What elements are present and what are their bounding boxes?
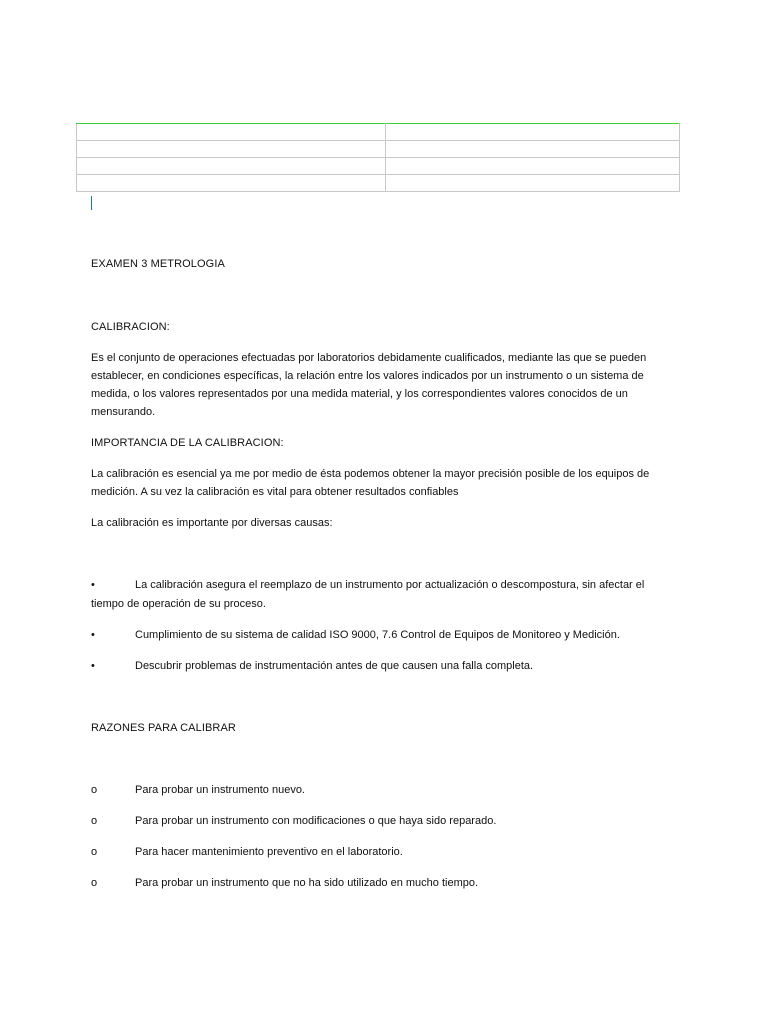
- list-item: [91, 843, 681, 861]
- list-item: [91, 576, 681, 594]
- list-item-text: Para probar un instrumento nuevo.: [135, 784, 305, 796]
- bullet-icon: o: [91, 815, 98, 827]
- document-title: EXAMEN 3 METROLOGIA: [91, 258, 225, 270]
- list-item: [91, 781, 681, 799]
- causas-intro: La calibración es importante por diversas causas:: [91, 517, 333, 529]
- calibracion-heading: CALIBRACION:: [91, 321, 170, 333]
- list-item-text: La calibración asegura el reemplazo de un instrumento por actualización o descompostura, sin afectar el: [135, 579, 645, 591]
- table-row: [77, 124, 680, 141]
- list-item-continuation: tiempo de operación de su proceso.: [91, 598, 266, 610]
- empty-header-table: [76, 123, 680, 192]
- bullet-icon: o: [91, 846, 98, 858]
- list-item-text: Para hacer mantenimiento preventivo en el laboratorio.: [135, 846, 403, 858]
- table-cell[interactable]: [386, 158, 680, 175]
- list-item: [91, 626, 681, 644]
- bullet-icon: o: [91, 784, 98, 796]
- importancia-paragraph: La calibración es esencial ya me por medio de ésta podemos obtener la mayor precisión posible de los equipos de medición. A su vez la calibración es vital para obtener resultados confiables: [91, 468, 650, 498]
- table-row: [77, 141, 680, 158]
- bullet-icon: •: [91, 660, 95, 672]
- razones-heading: RAZONES PARA CALIBRAR: [91, 722, 236, 734]
- table-cell[interactable]: [77, 141, 386, 158]
- table-cell[interactable]: [77, 124, 386, 141]
- calibracion-paragraph: Es el conjunto de operaciones efectuadas por laboratorios debidamente cualificados, mediante las que se pueden establecer, en condiciones específicas, la relación entre los valores indicados por un instrumento o un sistema de medida, o los valores representados por una medida material, y los correspondientes valores conocidos de un mensurando.: [91, 352, 647, 418]
- list-item: [91, 657, 681, 675]
- table-cell[interactable]: [386, 141, 680, 158]
- bullet-icon: •: [91, 579, 95, 591]
- list-item-text: Cumplimiento de su sistema de calidad ISO 9000, 7.6 Control de Equipos de Monitoreo y Medición.: [135, 629, 620, 641]
- table-row: [77, 158, 680, 175]
- table-row: [77, 175, 680, 192]
- table-cell[interactable]: [386, 175, 680, 192]
- list-item: [91, 812, 681, 830]
- table-cell[interactable]: [77, 175, 386, 192]
- list-item-text: Para probar un instrumento con modificaciones o que haya sido reparado.: [135, 815, 497, 827]
- bullet-icon: o: [91, 877, 98, 889]
- list-item-text: Descubrir problemas de instrumentación antes de que causen una falla completa.: [135, 660, 534, 672]
- bullet-icon: •: [91, 629, 95, 641]
- table-cell[interactable]: [77, 158, 386, 175]
- list-item-text: Para probar un instrumento que no ha sido utilizado en mucho tiempo.: [135, 877, 479, 889]
- importancia-heading: IMPORTANCIA DE LA CALIBRACION:: [91, 437, 284, 449]
- list-item: [91, 874, 681, 892]
- text-cursor: [91, 196, 92, 210]
- table-cell[interactable]: [386, 124, 680, 141]
